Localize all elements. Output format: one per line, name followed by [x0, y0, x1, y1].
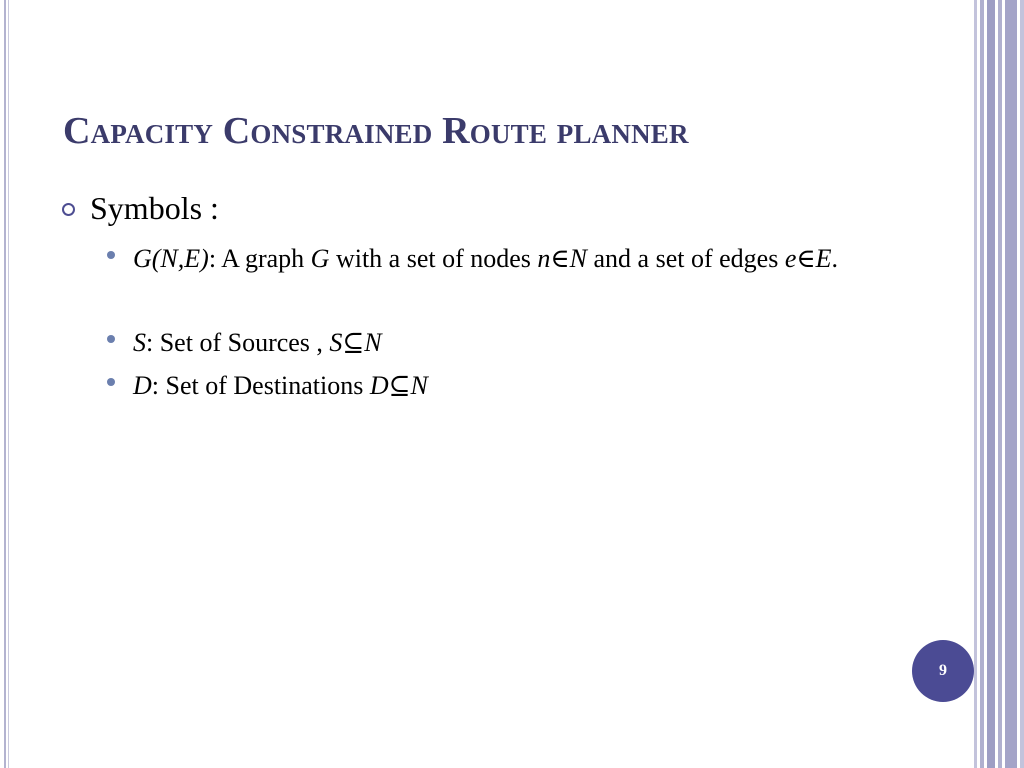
- stripe: [998, 0, 1002, 768]
- bullet-symbols: [62, 188, 219, 228]
- term-graph: G(N,E): [133, 244, 209, 273]
- stripe: [974, 0, 977, 768]
- dot-bullet-icon: [107, 378, 115, 386]
- slide-number: 9: [939, 662, 947, 679]
- left-border-line: [4, 0, 6, 768]
- dot-bullet-icon: [107, 335, 115, 343]
- stripe: [980, 0, 984, 768]
- right-decorative-stripes: [974, 0, 1024, 768]
- left-border-line-inner: [8, 0, 9, 768]
- sub-bullet-destinations-text: D: Set of Destinations D⊆N: [133, 371, 428, 400]
- term-sources: S: [133, 328, 146, 357]
- term-destinations: D: [133, 371, 152, 400]
- sub-bullet-destinations: [107, 365, 893, 406]
- dot-bullet-icon: [107, 251, 115, 259]
- ring-bullet-icon: [62, 203, 75, 216]
- stripe: [987, 0, 995, 768]
- sub-bullet-sources-text: S: Set of Sources , S⊆N: [133, 328, 382, 357]
- slide-title: Capacity Constrained Route planner: [63, 110, 689, 152]
- bullet-symbols-text: Symbols :: [90, 190, 219, 226]
- sub-bullet-sources: [107, 322, 893, 363]
- stripe: [1020, 0, 1024, 768]
- slide-number-badge: [912, 640, 974, 702]
- sub-bullet-graph-text: G(N,E): A graph G with a set of nodes n∈N and a set of edges e∈E.: [133, 244, 839, 273]
- stripe: [1005, 0, 1017, 768]
- sub-bullet-graph: [107, 238, 893, 279]
